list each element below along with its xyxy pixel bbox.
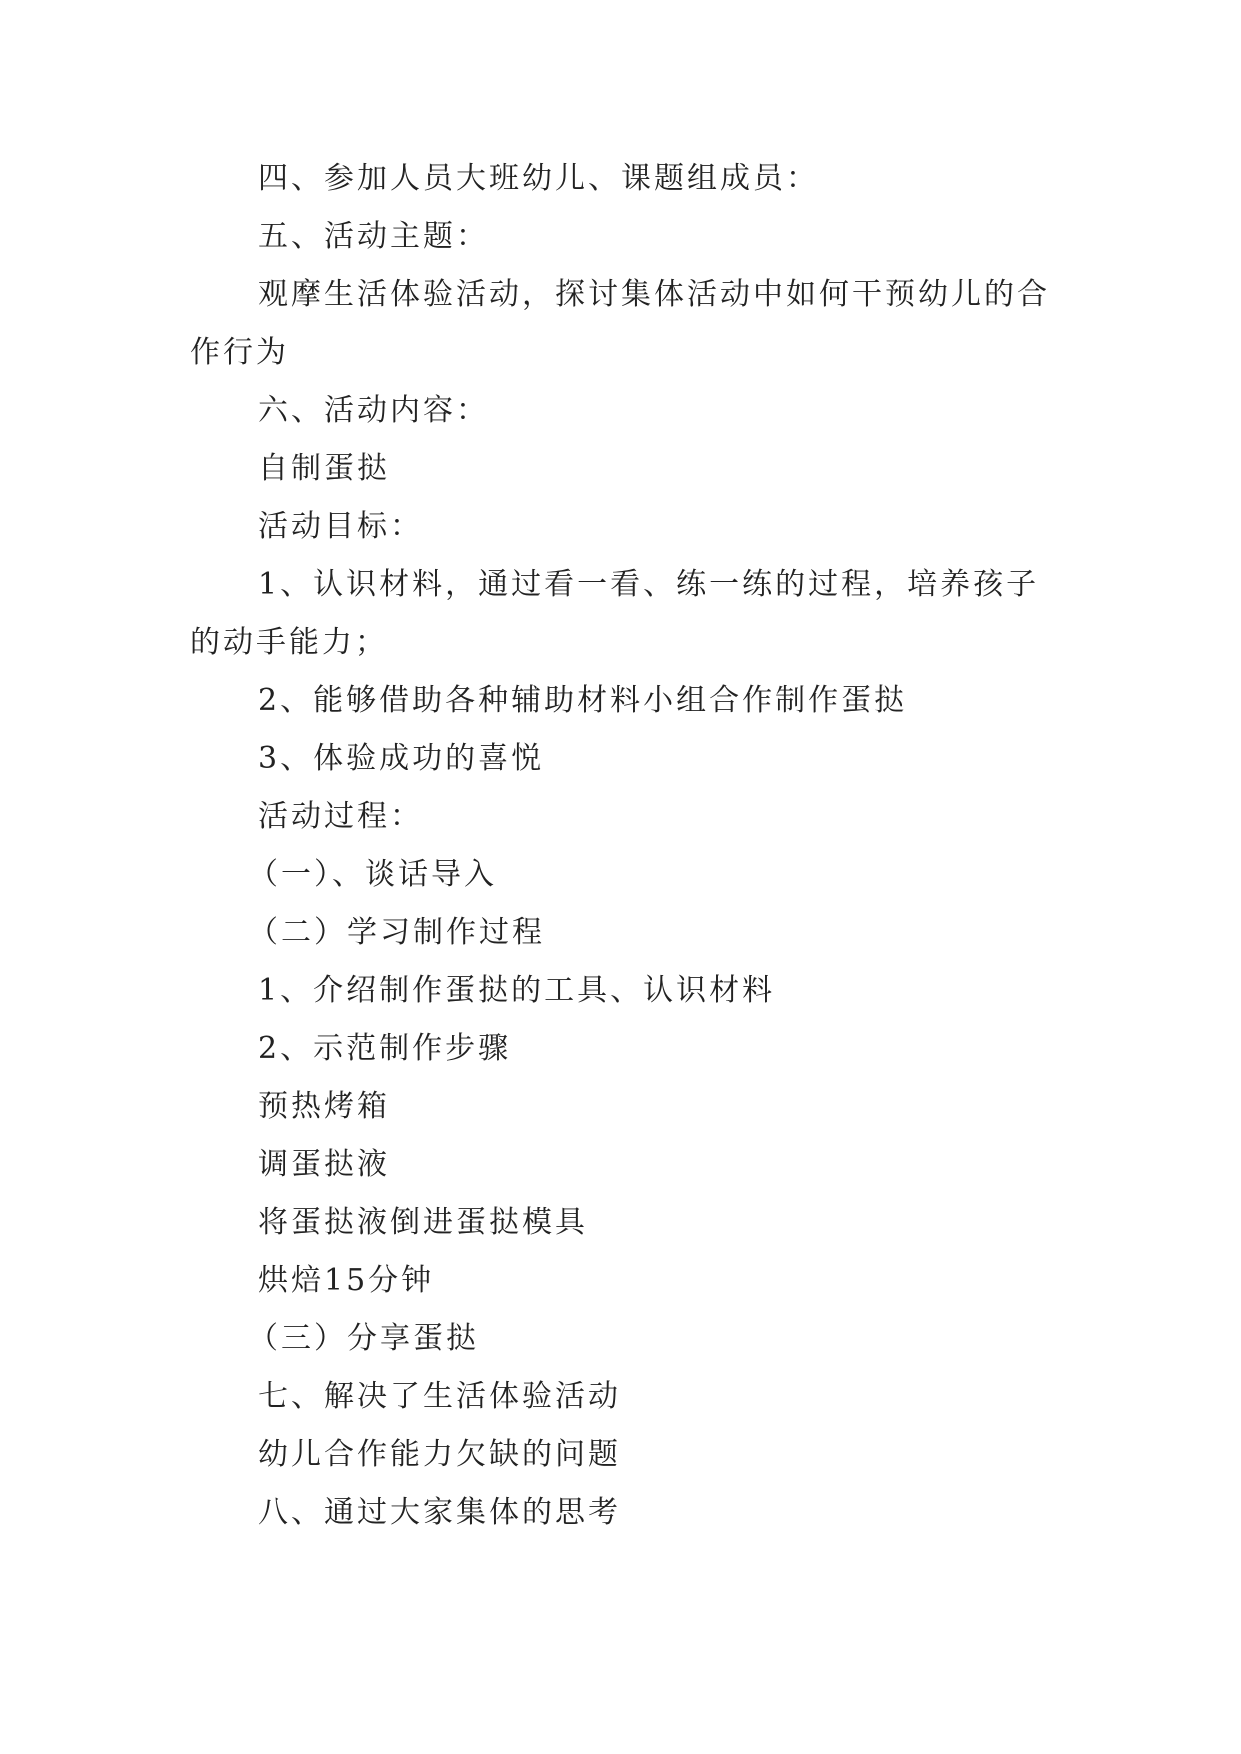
section-four-participants: 四、参加人员大班幼儿、课题组成员： [258,161,819,196]
step-bake: 烘焙15分钟 [258,1263,435,1298]
step-preheat-oven: 预热烤箱 [258,1089,390,1124]
section-eight-heading: 八、通过大家集体的思考 [258,1495,621,1530]
section-seven-detail: 幼儿合作能力欠缺的问题 [258,1437,621,1472]
process-step-3: （三）分享蛋挞 [248,1321,479,1356]
document-body [190,160,1050,1552]
process-step-1: （一）、谈话导入 [248,857,497,892]
activity-theme-paragraph: 观摩生活体验活动，探讨集体活动中如何干预幼儿的合作行为 [190,277,1050,370]
activity-process-heading: 活动过程： [258,799,423,834]
section-seven-heading: 七、解决了生活体验活动 [258,1379,621,1414]
process-step-2: （二）学习制作过程 [248,915,545,950]
process-substep-1: 1、介绍制作蛋挞的工具、认识材料 [258,973,776,1008]
activity-name: 自制蛋挞 [258,451,390,486]
step-pour-filling: 将蛋挞液倒进蛋挞模具 [258,1205,588,1240]
activity-goals-heading: 活动目标： [258,509,423,544]
process-substep-2: 2、示范制作步骤 [258,1031,512,1066]
goal-item-1: 1、认识材料，通过看一看、练一练的过程，培养孩子的动手能力； [190,567,1040,660]
section-six-heading: 六、活动内容： [258,393,489,428]
goal-item-2: 2、能够借助各种辅助材料小组合作制作蛋挞 [258,683,908,718]
goal-item-3: 3、体验成功的喜悦 [258,741,545,776]
section-five-heading: 五、活动主题： [258,219,489,254]
step-mix-filling: 调蛋挞液 [258,1147,390,1182]
